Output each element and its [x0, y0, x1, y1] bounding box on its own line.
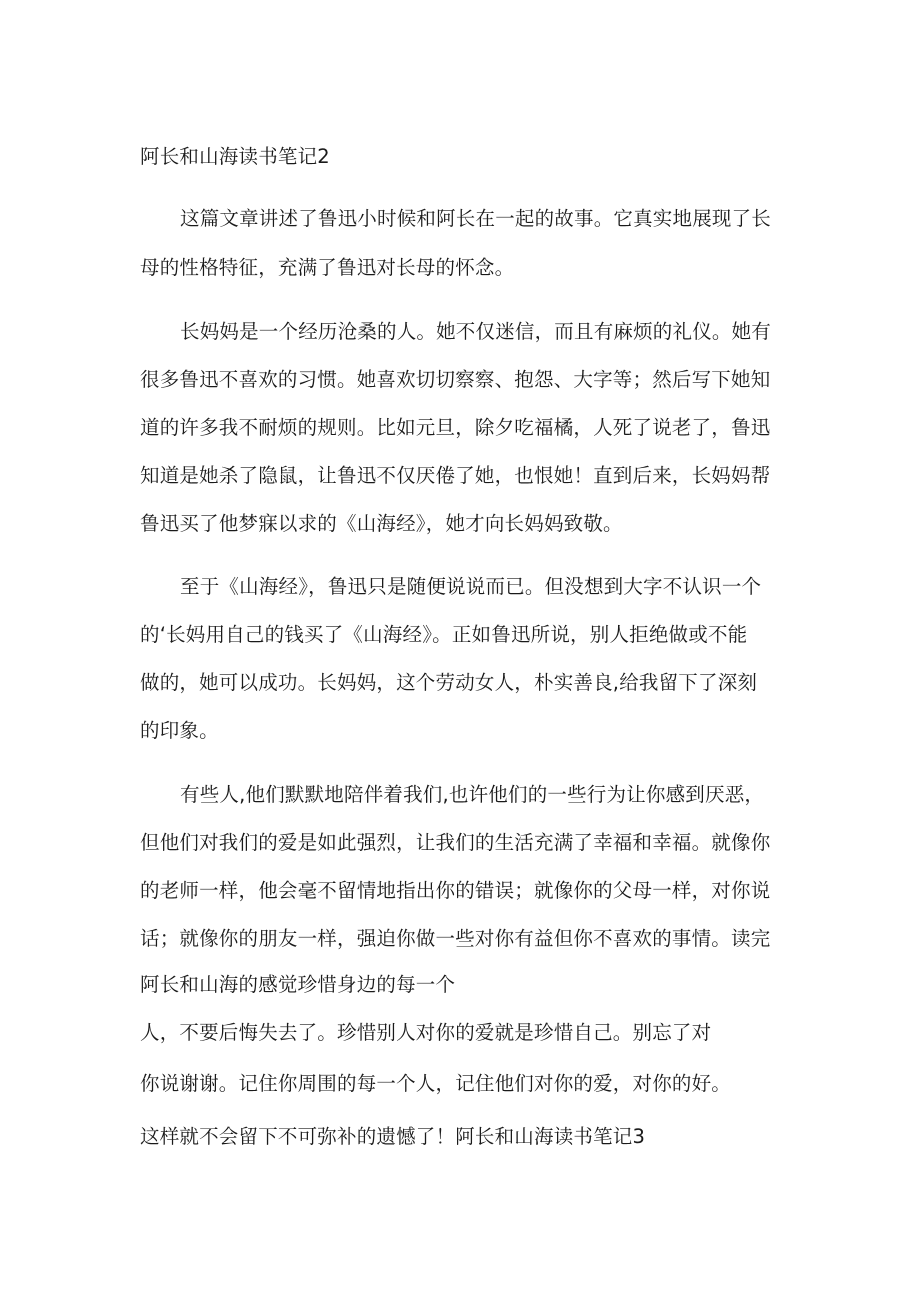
- paragraph-3-line-3: 做的，她可以成功。长妈妈，这个劳动女人，朴实善良,给我留下了深刻: [140, 671, 758, 694]
- paragraph-3-line-4: 的印象。: [140, 719, 219, 742]
- paragraph-2-line-1: 长妈妈是一个经历沧桑的人。她不仅迷信，而且有麻烦的礼仪。她有: [180, 320, 772, 343]
- paragraph-4-line-5: 阿长和山海的感觉珍惜身边的每一个: [140, 973, 456, 996]
- paragraph-2-line-3: 道的许多我不耐烦的规则。比如元旦，除夕吃福橘，人死了说老了，鲁迅: [140, 416, 771, 439]
- paragraph-4-line-1: 有些人,他们默默地陪伴着我们,也许他们的一些行为让你感到厌恶，: [180, 783, 765, 806]
- paragraph-4-line-3: 的老师一样，他会毫不留情地指出你的错误；就像你的父母一样，对你说: [140, 879, 771, 902]
- trailing-line-2: 你说谢谢。记住你周围的每一个人，记住他们对你的爱，对你的好。: [140, 1072, 732, 1095]
- trailing-line-1: 人，不要后悔失去了。珍惜别人对你的爱就是珍惜自己。别忘了对: [140, 1021, 712, 1044]
- document-title: 阿长和山海读书笔记2: [140, 145, 330, 168]
- paragraph-3-line-2: 的‘长妈用自己的钱买了《山海经》。正如鲁迅所说，别人拒绝做或不能: [140, 623, 748, 646]
- paragraph-4-line-2: 但他们对我们的爱是如此强烈，让我们的生活充满了幸福和幸福。就像你: [140, 831, 771, 854]
- paragraph-2-line-2: 很多鲁迅不喜欢的习惯。她喜欢切切察察、抱怨、大字等；然后写下她知: [140, 368, 771, 391]
- trailing-line-3: 这样就不会留下不可弥补的遗憾了！阿长和山海读书笔记3: [140, 1125, 646, 1148]
- paragraph-1-line-2: 母的性格特征，充满了鲁迅对长母的怀念。: [140, 256, 515, 279]
- paragraph-2-line-4: 知道是她杀了隐鼠，让鲁迅不仅厌倦了她，也恨她！直到后来，长妈妈帮: [140, 464, 771, 487]
- paragraph-2-line-5: 鲁迅买了他梦寐以求的《山海经》，她才向长妈妈致敬。: [140, 512, 623, 535]
- paragraph-3-line-1: 至于《山海经》，鲁迅只是随便说说而已。但没想到大字不认识一个: [180, 575, 762, 598]
- paragraph-1-line-1: 这篇文章讲述了鲁迅小时候和阿长在一起的故事。它真实地展现了长: [180, 207, 772, 230]
- paragraph-4-line-4: 话；就像你的朋友一样，强迫你做一些对你有益但你不喜欢的事情。读完: [140, 927, 771, 950]
